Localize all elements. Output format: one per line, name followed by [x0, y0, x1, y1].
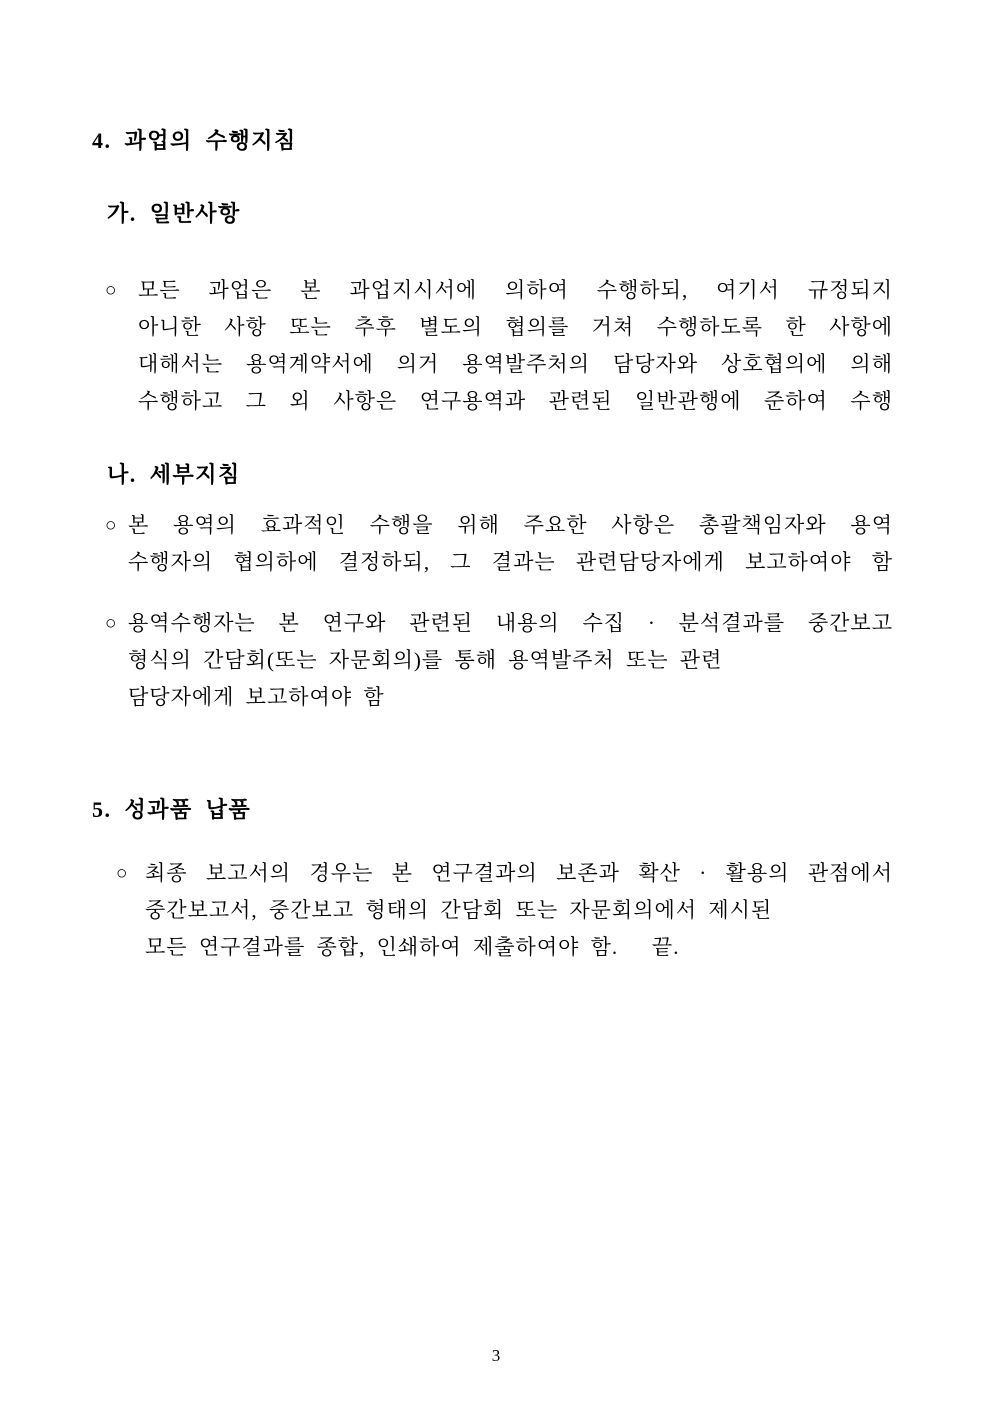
text-line: 모든 과업은 본 과업지시서에 의하여 수행하되, 여기서 규정되지	[138, 278, 893, 302]
text-line: 형식의 간담회(또는 자문회의)를 통해 용역발주처 또는 관련	[128, 648, 723, 672]
text-line: 수행하고 그 외 사항은 연구용역과 관련된 일반관행에 준하여 수행	[138, 389, 893, 413]
bullet-paragraph-general	[105, 272, 893, 420]
text-line: 최종 보고서의 경우는 본 연구결과의 보존과 확산 · 활용의 관점에서	[145, 861, 893, 885]
section-5-heading: 5. 성과품 납품	[92, 797, 252, 822]
text-line: 본 용역의 효과적인 수행을 위해 주요한 사항은 총괄책임자와 용역	[128, 513, 893, 537]
subsection-ga-heading: 가. 일반사항	[107, 201, 241, 226]
text-line: 용역수행자는 본 연구와 관련된 내용의 수집 · 분석결과를 중간보고	[128, 611, 893, 635]
bullet-paragraph-deliverables	[116, 855, 893, 966]
text-line: 아니한 사항 또는 추후 별도의 협의를 거쳐 수행하도록 한 사항에	[138, 315, 893, 339]
page-number: 3	[491, 1346, 501, 1365]
circle-bullet-icon: ○	[105, 613, 117, 634]
circle-bullet-icon: ○	[116, 863, 128, 884]
paragraph-lines	[145, 855, 893, 966]
section-4-heading: 4. 과업의 수행지침	[92, 128, 297, 153]
text-line: 중간보고서, 중간보고 형태의 간담회 또는 자문회의에서 제시된	[145, 898, 773, 922]
paragraph-lines	[138, 272, 893, 420]
subsection-na-heading: 나. 세부지침	[107, 462, 241, 487]
bullet-paragraph-detail-1	[105, 507, 893, 581]
paragraph-lines	[128, 507, 893, 581]
circle-bullet-icon: ○	[105, 515, 117, 536]
text-line: 대해서는 용역계약서에 의거 용역발주처의 담당자와 상호협의에 의해	[138, 352, 893, 376]
paragraph-lines	[128, 605, 893, 716]
text-line: 수행자의 협의하에 결정하되, 그 결과는 관련담당자에게 보고하여야 함	[128, 550, 893, 574]
circle-bullet-icon: ○	[105, 280, 117, 301]
text-line: 담당자에게 보고하여야 함	[128, 685, 385, 709]
text-line: 모든 연구결과를 종합, 인쇄하여 제출하여야 함. 끝.	[145, 935, 680, 959]
bullet-paragraph-detail-2	[105, 605, 893, 716]
